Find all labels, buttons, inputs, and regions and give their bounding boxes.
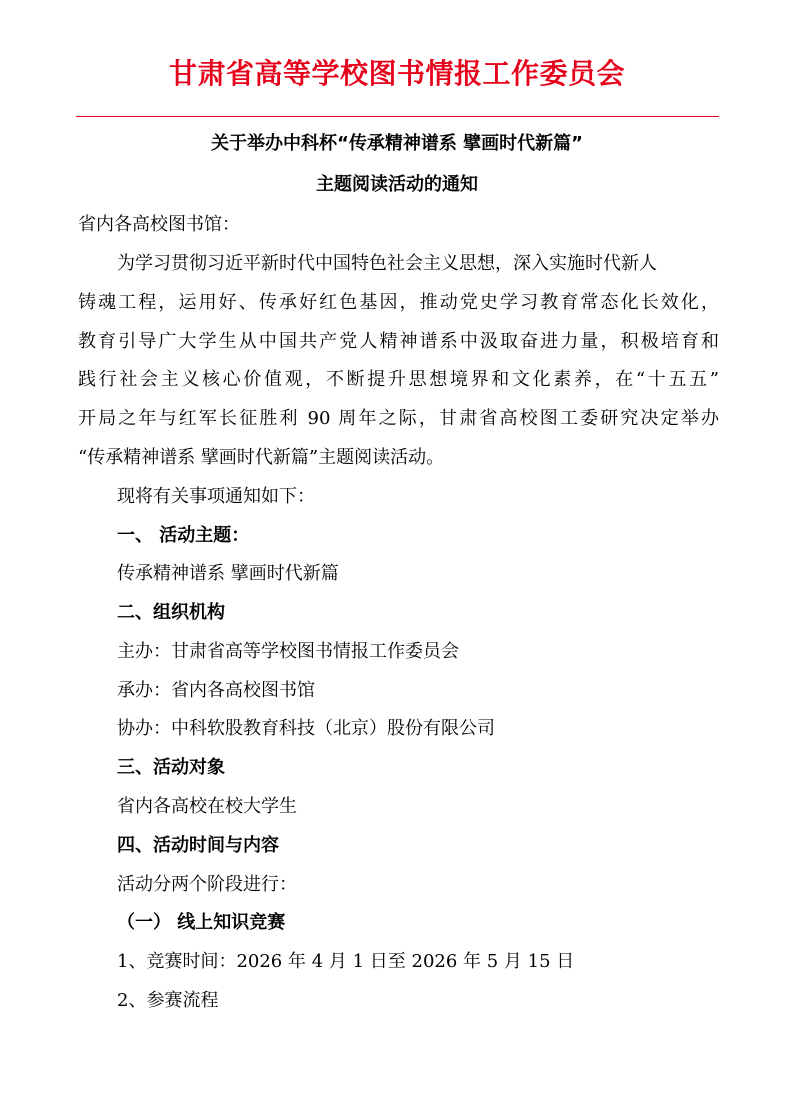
organizer-line: 承办：省内各高校图书馆	[117, 680, 315, 701]
notice-title-line-2: 主题阅读活动的通知	[316, 174, 478, 195]
intro-line-6: “传承精神谱系 擘画时代新篇”主题阅读活动。	[78, 447, 445, 468]
organization-header: 甘肃省高等学校图书情报工作委员会	[168, 57, 625, 90]
salutation: 省内各高校图书馆：	[78, 214, 240, 235]
section-4-heading: 四、活动时间与内容	[117, 835, 279, 856]
co-organizer-line: 协办：中科软股教育科技（北京）股份有限公司	[117, 718, 495, 739]
section-2-heading: 二、组织机构	[117, 602, 225, 623]
notice-title-line-1: 关于举办中科杯“传承精神谱系 擘画时代新篇”	[211, 133, 583, 154]
intro-line-3: 教育引导广大学生从中国共产党人精神谱系中汲取奋进力量，积极培育和	[78, 331, 719, 352]
intro-line-4: 践行社会主义核心价值观，不断提升思想境界和文化素养，在“十五五”	[78, 369, 719, 390]
intro-line-5: 开局之年与红军长征胜利 90 周年之际，甘肃省高校图工委研究决定举办	[78, 408, 719, 429]
competition-time: 1、竞赛时间：2026 年 4 月 1 日至 2026 年 5 月 15 日	[117, 951, 575, 972]
stage-1-heading: （一） 线上知识竞赛	[117, 912, 286, 933]
participants-content: 省内各高校在校大学生	[117, 796, 297, 817]
theme-content: 传承精神谱系 擘画时代新篇	[117, 563, 339, 584]
section-1-heading: 一、 活动主题：	[117, 525, 250, 546]
intro-line-1: 为学习贯彻习近平新时代中国特色社会主义思想，深入实施时代新人	[117, 253, 657, 274]
lead-in: 现将有关事项通知如下：	[117, 486, 315, 507]
red-divider-line	[76, 116, 719, 117]
participation-process: 2、参赛流程	[117, 990, 219, 1011]
host-line: 主办：甘肃省高等学校图书情报工作委员会	[117, 641, 459, 662]
schedule-content: 活动分两个阶段进行：	[117, 874, 297, 895]
intro-line-2: 铸魂工程，运用好、传承好红色基因，推动党史学习教育常态化长效化，	[78, 292, 719, 313]
section-3-heading: 三、活动对象	[117, 757, 225, 778]
